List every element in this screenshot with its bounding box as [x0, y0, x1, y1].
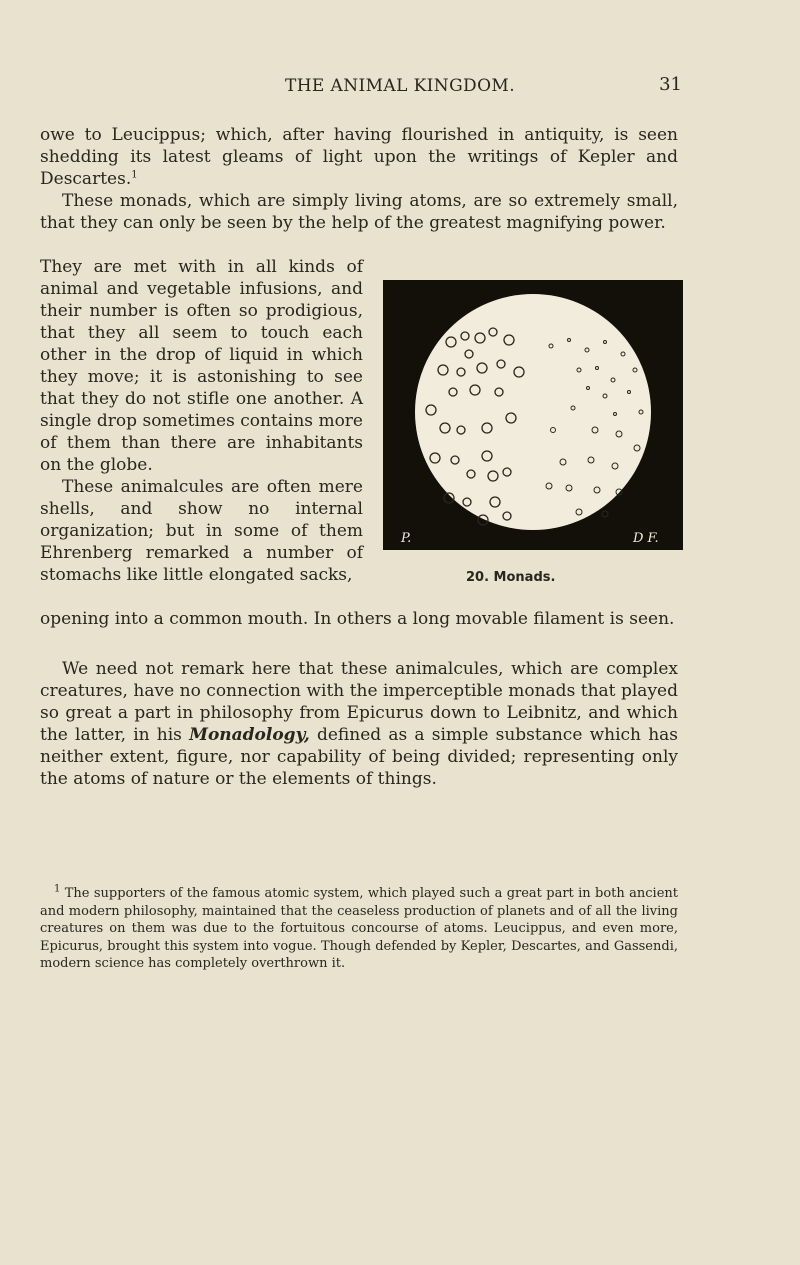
page-number: 31 [659, 74, 682, 95]
footnote-ref: 1 [131, 169, 138, 181]
paragraph-text: defined as a simple substance which has neither extent, figure, nor capability of being divided; representing only the atoms of nature or the elements of things. [40, 725, 679, 789]
monads-engraving [383, 280, 683, 550]
paragraph-text: opening into a common mouth. In others a long movable filament is seen. [40, 609, 675, 629]
paragraph-monads-wrap [40, 256, 363, 476]
paragraph-text: These animalcules are often mere shells, and show no internal organization; but in some of them Ehrenberg remarked a number of stomachs like little elongated sacks, [40, 477, 363, 585]
paragraph-monads-intro [40, 190, 678, 234]
engraver-initial-right: D F. [633, 531, 659, 546]
running-title: THE ANIMAL KINGDOM. [284, 76, 516, 96]
paragraph-text: We need not remark here that these animalcules, which are complex creatures, have no connection with the imperceptible monads that played so great a part in philosophy from Epicurus down to Leibnitz, and which the latter, in his [40, 659, 678, 745]
paragraph-leibnitz [40, 658, 678, 790]
engraver-initial-left: P. [401, 531, 412, 546]
footnote [40, 885, 678, 973]
paragraph-text: These monads, which are simply living atoms, are so extremely small, that they can only be seen by the help of the greatest magnifying power. [40, 191, 678, 233]
figure-caption: 20. Monads. [466, 570, 556, 585]
footnote-text: The supporters of the famous atomic system, which played such a great part in both ancient and modern philosophy, maintained that the ceaseless production of planets and of all the living creatures on them was due to the fortuitous concourse of atoms. Leucippus, and even more, Epicurus, brought this system into vogue. Though defended by Kepler, Descartes, and Gassendi, modern science has completely overthrown it. [40, 886, 678, 971]
book-title: Monadology, [189, 725, 310, 745]
paragraph-animalcules-end [40, 608, 678, 630]
paragraph-animalcules-wrap [40, 476, 363, 586]
paragraph-text: They are met with in all kinds of animal and vegetable infusions, and their number is often so prodigious, that they all seem to touch each other in the drop of liquid in which they move; it is astonishing to see that they do not stifle one another. A single drop sometimes contains more of them than there are inhabitants on the globe. [40, 257, 363, 475]
footnote-marker: 1 [54, 883, 61, 895]
paragraph-text: owe to Leucippus; which, after having flourished in antiquity, is seen shedding its latest gleams of light upon the writings of Kepler and Descartes. [40, 125, 678, 189]
paragraph-leucippus [40, 124, 678, 190]
microscope-field [415, 294, 651, 530]
monads-illustration [383, 280, 683, 550]
